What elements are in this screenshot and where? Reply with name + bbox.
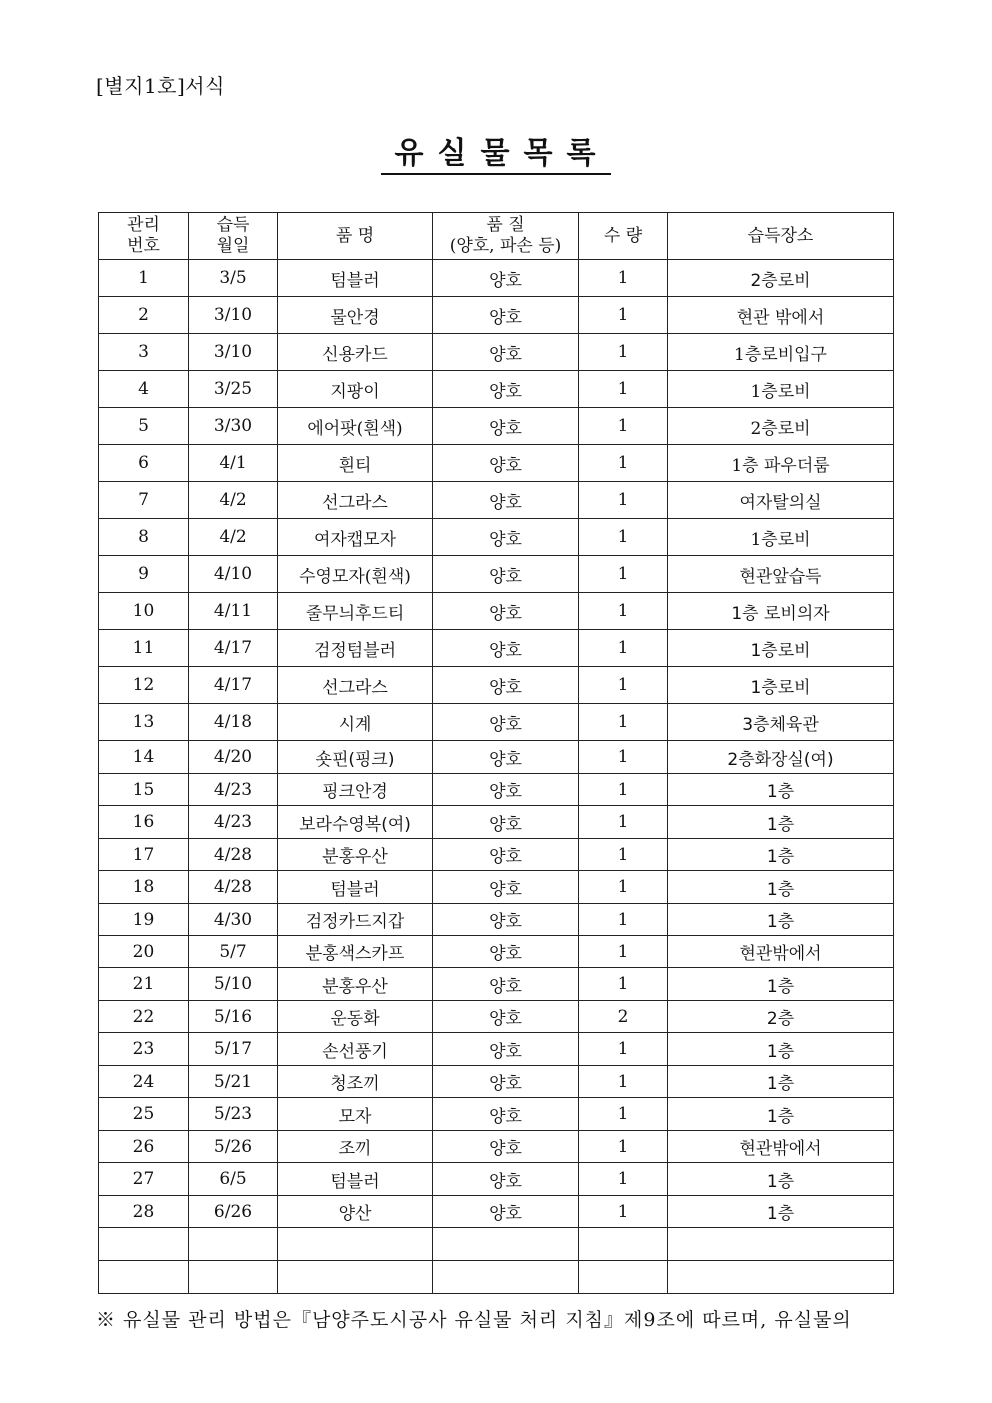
cell-location: 1층 xyxy=(668,1066,894,1098)
cell-item-name: 지팡이 xyxy=(278,371,433,408)
cell-manage-no: 22 xyxy=(99,1001,189,1033)
table-row xyxy=(99,556,894,593)
cell-manage-no: 28 xyxy=(99,1196,189,1228)
cell-quantity: 1 xyxy=(579,1196,668,1228)
table-row xyxy=(99,871,894,904)
cell-manage-no: 26 xyxy=(99,1131,189,1163)
table-row xyxy=(99,1196,894,1228)
cell-quantity: 1 xyxy=(579,741,668,774)
table-row-empty xyxy=(99,1261,894,1294)
cell-item-name: 수영모자(흰색) xyxy=(278,556,433,593)
cell-empty xyxy=(433,1228,579,1261)
cell-manage-no: 23 xyxy=(99,1033,189,1066)
table-row xyxy=(99,630,894,667)
cell-location: 1층로비 xyxy=(668,630,894,667)
cell-location: 1층 xyxy=(668,904,894,936)
lost-items-table xyxy=(98,212,894,1294)
cell-location: 3층체육관 xyxy=(668,704,894,741)
cell-date: 4/2 xyxy=(189,519,278,556)
cell-item-name: 에어팟(흰색) xyxy=(278,408,433,445)
cell-manage-no: 7 xyxy=(99,482,189,519)
cell-item-name: 신용카드 xyxy=(278,334,433,371)
cell-date: 4/11 xyxy=(189,593,278,630)
cell-manage-no: 10 xyxy=(99,593,189,630)
cell-quantity: 1 xyxy=(579,371,668,408)
form-label: [별지1호]서식 xyxy=(96,74,225,98)
cell-quantity: 1 xyxy=(579,260,668,297)
cell-manage-no: 4 xyxy=(99,371,189,408)
table-row xyxy=(99,1098,894,1131)
cell-manage-no: 1 xyxy=(99,260,189,297)
table-row xyxy=(99,593,894,630)
cell-date: 4/28 xyxy=(189,871,278,904)
cell-condition: 양호 xyxy=(433,1033,579,1066)
cell-date: 3/10 xyxy=(189,297,278,334)
col-header-date: 습득 월일 xyxy=(189,213,278,260)
cell-item-name: 보라수영복(여) xyxy=(278,806,433,839)
cell-manage-no: 5 xyxy=(99,408,189,445)
cell-manage-no: 17 xyxy=(99,839,189,871)
cell-location: 1층 xyxy=(668,774,894,806)
cell-empty xyxy=(579,1261,668,1294)
cell-location: 1층 xyxy=(668,1163,894,1196)
cell-date: 4/20 xyxy=(189,741,278,774)
cell-condition: 양호 xyxy=(433,260,579,297)
cell-quantity: 1 xyxy=(579,968,668,1001)
table-row xyxy=(99,904,894,936)
col-header-manage-no: 관리 번호 xyxy=(99,213,189,260)
cell-manage-no: 21 xyxy=(99,968,189,1001)
table-row xyxy=(99,1066,894,1098)
cell-item-name: 핑크안경 xyxy=(278,774,433,806)
cell-item-name: 청조끼 xyxy=(278,1066,433,1098)
cell-date: 4/1 xyxy=(189,445,278,482)
document-title xyxy=(0,128,992,172)
title-text: 유실물목록 xyxy=(381,136,612,175)
cell-item-name: 텀블러 xyxy=(278,260,433,297)
cell-location: 1층 xyxy=(668,1033,894,1066)
cell-manage-no: 19 xyxy=(99,904,189,936)
cell-quantity: 1 xyxy=(579,1163,668,1196)
cell-location: 여자탈의실 xyxy=(668,482,894,519)
cell-condition: 양호 xyxy=(433,630,579,667)
cell-manage-no: 15 xyxy=(99,774,189,806)
cell-quantity: 1 xyxy=(579,871,668,904)
cell-manage-no: 18 xyxy=(99,871,189,904)
cell-empty xyxy=(668,1228,894,1261)
cell-condition: 양호 xyxy=(433,1196,579,1228)
cell-location: 1층 로비의자 xyxy=(668,593,894,630)
cell-empty xyxy=(278,1261,433,1294)
cell-date: 4/2 xyxy=(189,482,278,519)
cell-condition: 양호 xyxy=(433,556,579,593)
cell-condition: 양호 xyxy=(433,1066,579,1098)
table-row xyxy=(99,1033,894,1066)
cell-quantity: 2 xyxy=(579,1001,668,1033)
cell-condition: 양호 xyxy=(433,704,579,741)
table-row xyxy=(99,1001,894,1033)
cell-quantity: 1 xyxy=(579,904,668,936)
cell-date: 4/28 xyxy=(189,839,278,871)
cell-date: 3/30 xyxy=(189,408,278,445)
table-row xyxy=(99,482,894,519)
cell-item-name: 여자캡모자 xyxy=(278,519,433,556)
cell-item-name: 줄무늬후드티 xyxy=(278,593,433,630)
table-row xyxy=(99,260,894,297)
cell-date: 6/5 xyxy=(189,1163,278,1196)
cell-quantity: 1 xyxy=(579,482,668,519)
cell-manage-no: 27 xyxy=(99,1163,189,1196)
cell-quantity: 1 xyxy=(579,1033,668,1066)
table-body xyxy=(99,260,894,1294)
cell-location: 2층화장실(여) xyxy=(668,741,894,774)
cell-item-name: 분홍우산 xyxy=(278,839,433,871)
cell-date: 4/17 xyxy=(189,667,278,704)
cell-manage-no: 8 xyxy=(99,519,189,556)
table-row xyxy=(99,519,894,556)
cell-date: 5/23 xyxy=(189,1098,278,1131)
col-header-location: 습득장소 xyxy=(668,213,894,260)
cell-condition: 양호 xyxy=(433,1001,579,1033)
cell-quantity: 1 xyxy=(579,630,668,667)
cell-manage-no: 12 xyxy=(99,667,189,704)
table-row xyxy=(99,667,894,704)
cell-item-name: 조끼 xyxy=(278,1131,433,1163)
cell-location: 1층로비 xyxy=(668,667,894,704)
cell-manage-no: 6 xyxy=(99,445,189,482)
cell-condition: 양호 xyxy=(433,519,579,556)
cell-empty xyxy=(189,1228,278,1261)
cell-date: 4/23 xyxy=(189,774,278,806)
cell-date: 5/7 xyxy=(189,936,278,968)
cell-date: 4/10 xyxy=(189,556,278,593)
cell-quantity: 1 xyxy=(579,445,668,482)
cell-item-name: 손선풍기 xyxy=(278,1033,433,1066)
cell-item-name: 모자 xyxy=(278,1098,433,1131)
cell-item-name: 숏핀(핑크) xyxy=(278,741,433,774)
cell-date: 5/26 xyxy=(189,1131,278,1163)
cell-date: 4/23 xyxy=(189,806,278,839)
cell-item-name: 흰티 xyxy=(278,445,433,482)
cell-item-name: 분홍우산 xyxy=(278,968,433,1001)
cell-manage-no: 2 xyxy=(99,297,189,334)
cell-manage-no: 14 xyxy=(99,741,189,774)
table-row xyxy=(99,1131,894,1163)
cell-location: 현관밖에서 xyxy=(668,936,894,968)
cell-quantity: 1 xyxy=(579,667,668,704)
cell-location: 현관앞습득 xyxy=(668,556,894,593)
cell-condition: 양호 xyxy=(433,445,579,482)
cell-quantity: 1 xyxy=(579,297,668,334)
table-row xyxy=(99,1163,894,1196)
cell-condition: 양호 xyxy=(433,482,579,519)
table-header-row xyxy=(99,213,894,260)
cell-empty xyxy=(579,1228,668,1261)
cell-quantity: 1 xyxy=(579,806,668,839)
cell-manage-no: 20 xyxy=(99,936,189,968)
table-row xyxy=(99,741,894,774)
cell-quantity: 1 xyxy=(579,1098,668,1131)
cell-quantity: 1 xyxy=(579,593,668,630)
cell-item-name: 텀블러 xyxy=(278,1163,433,1196)
cell-date: 4/18 xyxy=(189,704,278,741)
cell-condition: 양호 xyxy=(433,968,579,1001)
col-header-condition: 품 질 (양호, 파손 등) xyxy=(433,213,579,260)
cell-manage-no: 13 xyxy=(99,704,189,741)
table-row xyxy=(99,806,894,839)
cell-date: 5/21 xyxy=(189,1066,278,1098)
table-row xyxy=(99,774,894,806)
cell-condition: 양호 xyxy=(433,593,579,630)
cell-empty xyxy=(278,1228,433,1261)
cell-condition: 양호 xyxy=(433,936,579,968)
table-row xyxy=(99,334,894,371)
cell-condition: 양호 xyxy=(433,1098,579,1131)
cell-condition: 양호 xyxy=(433,839,579,871)
cell-manage-no: 25 xyxy=(99,1098,189,1131)
cell-condition: 양호 xyxy=(433,806,579,839)
table-row xyxy=(99,408,894,445)
cell-manage-no: 3 xyxy=(99,334,189,371)
cell-empty xyxy=(668,1261,894,1294)
col-header-quantity: 수 량 xyxy=(579,213,668,260)
cell-item-name: 양산 xyxy=(278,1196,433,1228)
cell-location: 1층 파우더룸 xyxy=(668,445,894,482)
cell-quantity: 1 xyxy=(579,704,668,741)
cell-location: 1층 xyxy=(668,806,894,839)
table-row xyxy=(99,445,894,482)
cell-quantity: 1 xyxy=(579,839,668,871)
cell-condition: 양호 xyxy=(433,667,579,704)
cell-condition: 양호 xyxy=(433,334,579,371)
cell-item-name: 검정카드지갑 xyxy=(278,904,433,936)
cell-condition: 양호 xyxy=(433,408,579,445)
cell-location: 1층로비 xyxy=(668,371,894,408)
cell-location: 2층로비 xyxy=(668,260,894,297)
table-row xyxy=(99,936,894,968)
cell-item-name: 물안경 xyxy=(278,297,433,334)
cell-empty xyxy=(189,1261,278,1294)
cell-location: 1층 xyxy=(668,1196,894,1228)
cell-quantity: 1 xyxy=(579,774,668,806)
cell-date: 3/25 xyxy=(189,371,278,408)
cell-condition: 양호 xyxy=(433,1131,579,1163)
cell-quantity: 1 xyxy=(579,936,668,968)
cell-quantity: 1 xyxy=(579,519,668,556)
cell-manage-no: 9 xyxy=(99,556,189,593)
cell-quantity: 1 xyxy=(579,334,668,371)
table-row-empty xyxy=(99,1228,894,1261)
cell-location: 1층 xyxy=(668,968,894,1001)
cell-location: 2층로비 xyxy=(668,408,894,445)
cell-item-name: 선그라스 xyxy=(278,482,433,519)
cell-date: 5/10 xyxy=(189,968,278,1001)
cell-date: 5/16 xyxy=(189,1001,278,1033)
cell-manage-no: 11 xyxy=(99,630,189,667)
cell-location: 1층로비입구 xyxy=(668,334,894,371)
cell-quantity: 1 xyxy=(579,556,668,593)
cell-empty xyxy=(99,1228,189,1261)
cell-date: 6/26 xyxy=(189,1196,278,1228)
cell-quantity: 1 xyxy=(579,408,668,445)
cell-item-name: 시계 xyxy=(278,704,433,741)
cell-quantity: 1 xyxy=(579,1066,668,1098)
cell-location: 현관 밖에서 xyxy=(668,297,894,334)
cell-location: 1층 xyxy=(668,871,894,904)
cell-empty xyxy=(433,1261,579,1294)
cell-location: 현관밖에서 xyxy=(668,1131,894,1163)
cell-item-name: 분홍색스카프 xyxy=(278,936,433,968)
col-header-item-name: 품 명 xyxy=(278,213,433,260)
cell-quantity: 1 xyxy=(579,1131,668,1163)
cell-condition: 양호 xyxy=(433,871,579,904)
cell-date: 5/17 xyxy=(189,1033,278,1066)
footnote: ※ 유실물 관리 방법은『남양주도시공사 유실물 처리 지침』제9조에 따르며, 유실물의 xyxy=(96,1309,852,1331)
cell-condition: 양호 xyxy=(433,371,579,408)
cell-item-name: 텀블러 xyxy=(278,871,433,904)
cell-empty xyxy=(99,1261,189,1294)
cell-condition: 양호 xyxy=(433,904,579,936)
cell-condition: 양호 xyxy=(433,1163,579,1196)
cell-location: 1층 xyxy=(668,839,894,871)
cell-date: 4/30 xyxy=(189,904,278,936)
cell-location: 1층 xyxy=(668,1098,894,1131)
cell-date: 3/10 xyxy=(189,334,278,371)
cell-date: 3/5 xyxy=(189,260,278,297)
cell-location: 2층 xyxy=(668,1001,894,1033)
table-row xyxy=(99,297,894,334)
cell-date: 4/17 xyxy=(189,630,278,667)
cell-manage-no: 16 xyxy=(99,806,189,839)
cell-condition: 양호 xyxy=(433,774,579,806)
cell-manage-no: 24 xyxy=(99,1066,189,1098)
cell-condition: 양호 xyxy=(433,741,579,774)
cell-location: 1층로비 xyxy=(668,519,894,556)
table-row xyxy=(99,839,894,871)
table-row xyxy=(99,371,894,408)
cell-item-name: 검정텀블러 xyxy=(278,630,433,667)
table-row xyxy=(99,968,894,1001)
cell-item-name: 선그라스 xyxy=(278,667,433,704)
cell-condition: 양호 xyxy=(433,297,579,334)
table-row xyxy=(99,704,894,741)
cell-item-name: 운동화 xyxy=(278,1001,433,1033)
